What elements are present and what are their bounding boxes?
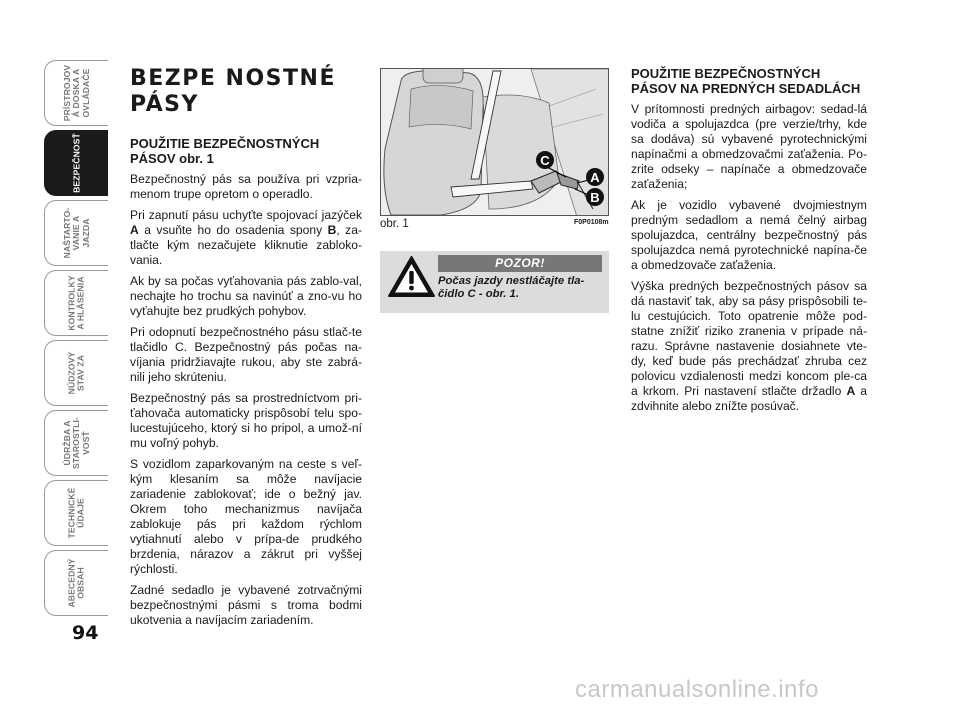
tab-label: NÚDZOVÝ STAV ZA [66,351,86,395]
label-a: A [846,384,856,398]
label-b: B [327,223,337,237]
tab-label: ABECEDNÝ OBSAH [66,558,86,608]
paragraph: S vozidlom zaparkovaným na ceste s veľ-kým klesaním sa môže navíjacie zariadenie zablokovať; ide o bežný jav. Okrem toho mechanizmus navíjača zablokuje pás pri každom rýchlom vytiahnutí alebo v prípa-de prudkého brzdenia, nárazov a zákrut pri vyššej rýchlosti. [130,457,362,576]
section-heading [130,136,362,166]
text: , za-tlačte kým nezačujete kliknutie zabloko-vania. [130,223,362,267]
callout-a: A [590,170,600,185]
tab-label: KONTROLKY A HLÁSENIA [66,275,86,331]
chapter-tabs [44,60,108,618]
page-title: BEZPE NOSTNÉ PÁSY [130,66,336,117]
page-number: 94 [72,622,99,644]
watermark: carmanualsonline.info [575,676,819,703]
paragraph: Zadné sedadlo je vybavené zotrvačnými bezpečnostnými pásmi s troma bodmi ukotvenia a navíjacím zariadením. [130,583,362,627]
paragraph [130,208,362,268]
tab-nudzovy-stav[interactable] [44,340,108,406]
figure-caption: obr. 1 [380,218,409,230]
right-column [631,66,867,420]
tab-bezpecnost[interactable] [44,130,108,196]
paragraph: Bezpečnostný pás sa používa pri vzpria-menom trupe opretom o operadlo. [130,172,362,201]
label-a: A [130,223,139,237]
paragraph: Pri odopnutí bezpečnostného pásu stlač-te tlačidlo C. Bezpečnostný pás počas na-víjania pridržiavajte rukou, aby ste zabrá-nili jeho skrúteniu. [130,325,362,384]
warning-text: Počas jazdy nestláčajte tla-čidlo C - obr. 1. [438,275,585,300]
figure-reference: obr. 1 [179,151,214,166]
tab-label: PRÍSTROJOV Á DOSKA A OVLÁDAČE [61,64,91,122]
paragraph [631,279,867,414]
text: Výška predných bezpečnostných pásov sa dá nastaviť tak, aby sa pásy prispôsobili te-lu cestujúcich. Toto opatrenie môže pod-statne znížiť riziko zranenia v prípade ná-razu. Správne nastavenie dosiahnete vte-dy, keď bude pás prechádzať zhruba cez polovicu vzdialenosti medzi koncom ple-ca a krkom. Pri nastavení stlačte držadlo [631,279,867,398]
callout-c: C [540,153,550,168]
paragraph: V prítomnosti predných airbagov: sedad-lá vodiča a spolujazdca (pre verzie/trhy, kde sa dodáva) sú vybavené pyrotechnickými napínačmi a obmedzovačmi zaťaženia. Po-zrite odseky – napínače a obmedzovače zaťaženia; [631,102,867,191]
tab-pristrojova-doska[interactable] [44,60,108,126]
warning-box [380,251,609,313]
tab-abecedny-obsah[interactable] [44,550,108,616]
text: a zdvihnite alebo znížte posúvač. [631,384,867,413]
tab-technicke-udaje[interactable] [44,480,108,546]
tab-udrzba[interactable] [44,410,108,476]
tab-label: NAŠTARTO- VANIE A JAZDA [61,207,91,259]
paragraph: Ak by sa počas vyťahovania pás zablo-val, nechajte ho trochu sa navinúť a zno-vu ho vyťahujte bez prudkých pohybov. [130,274,362,318]
tab-label: TECHNICKÉ ÚDAJE [66,487,86,539]
tab-nastartovanie[interactable] [44,200,108,266]
warning-triangle-icon [387,255,436,299]
tab-kontrolky[interactable] [44,270,108,336]
callout-b: B [590,190,600,205]
figure-code: F0P0108m [574,219,609,226]
warning-title: POZOR! [438,255,602,272]
paragraph: Ak je vozidlo vybavené dvojmiestnym predným sedadlom a nemá čelný airbag spolujazdca, centrálny bezpečnostný pás spolujazdca nemá pyrotechnické napína-če a obmedzovače zaťaženia. [631,198,867,272]
paragraph: Bezpečnostný pás sa prostredníctvom pri-ťahovača automaticky prispôsobí telu spo-lucestujúceho, ktorý si ho pripol, a umož-ní mu voľný pohyb. [130,391,362,450]
text: Pri zapnutí pásu uchyťte spojovací jazýček [130,208,362,222]
section-heading: POUŽITIE BEZPEČNOSTNÝCH PÁSOV NA PREDNÝCH SEDADLÁCH [631,66,861,96]
figure-seatbelt [380,68,609,216]
left-column [130,66,362,634]
text: a vsuňte ho do osadenia spony [138,223,328,237]
section-heading-text: POUŽITIE BEZPEČNOSTNÝCH PÁSOV [130,136,320,166]
tab-label: BEZPEČNOSŤ [70,133,81,193]
tab-label: ÚDRŽBA A STAROSTLI- VOSŤ [61,417,91,469]
seatbelt-illustration [381,69,609,216]
